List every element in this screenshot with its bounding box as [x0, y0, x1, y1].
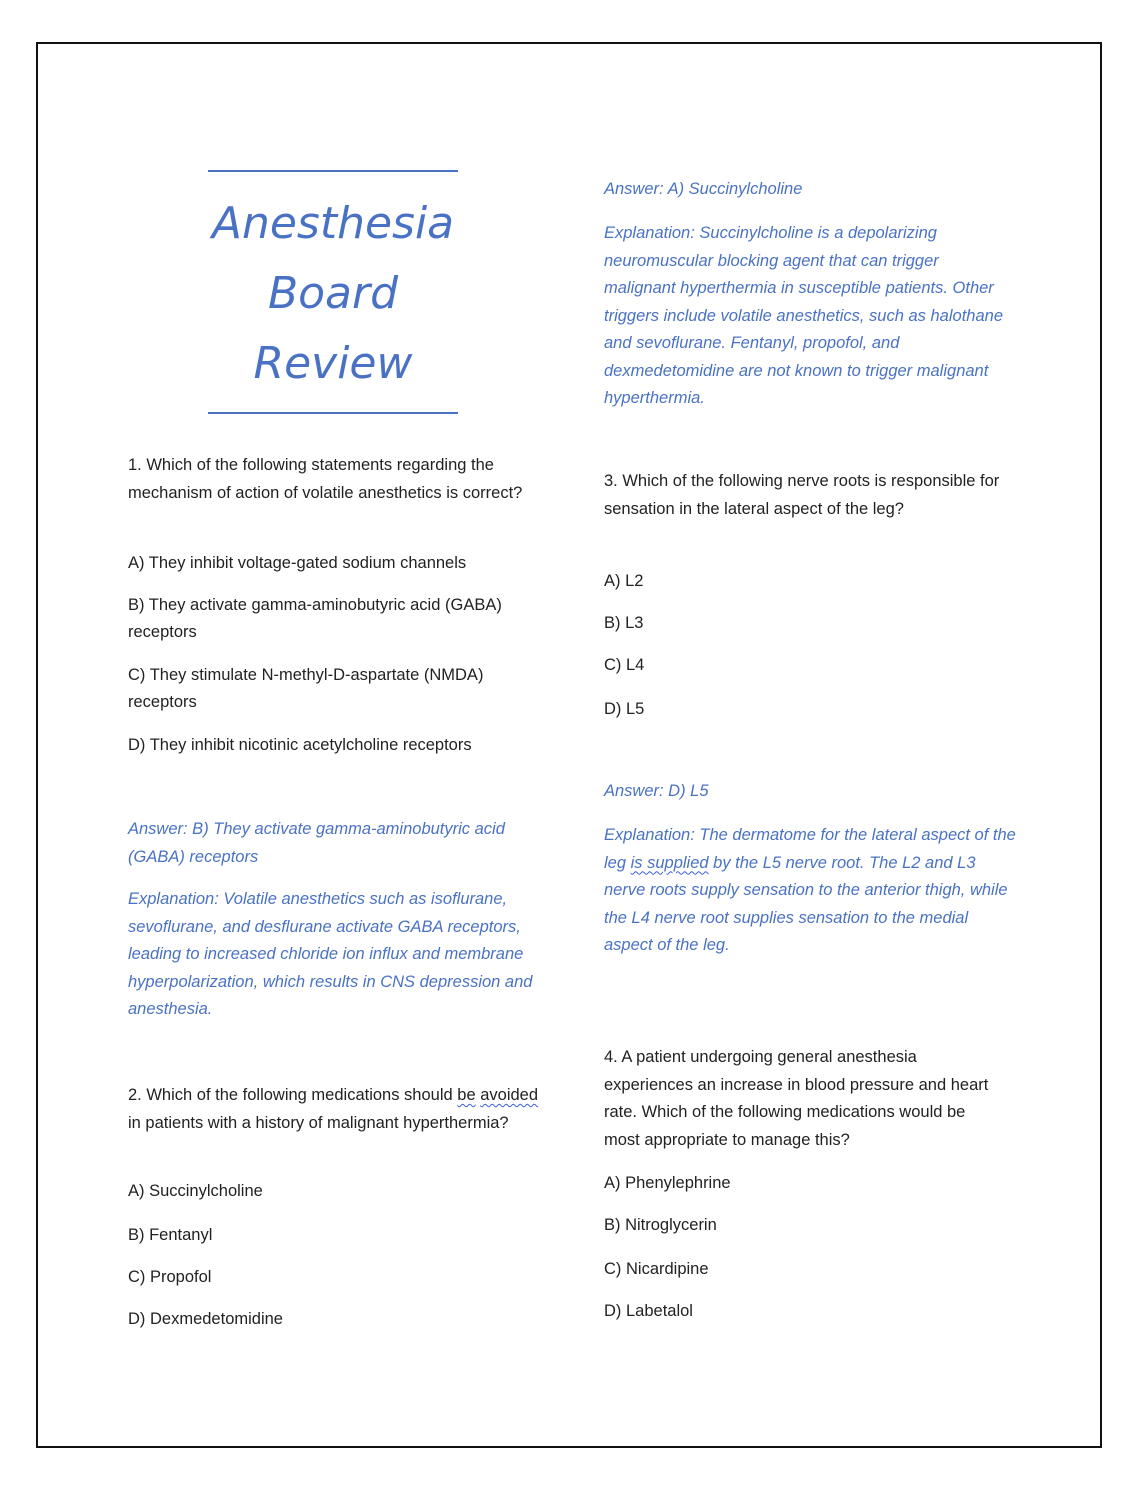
q2-answer: Answer: A) Succinylcholine: [604, 180, 803, 198]
q1-option-a: A) They inhibit voltage-gated sodium channels: [128, 554, 467, 572]
page-title-line-2: Board: [267, 268, 399, 319]
q3-explanation: [604, 822, 1019, 960]
question-3: 3. Which of the following nerve roots is responsible for sensation in the lateral aspect of the leg?: [604, 472, 1000, 518]
q4-option-b: B) Nitroglycerin: [604, 1216, 717, 1234]
q2-flagged-word-be: be: [457, 1086, 476, 1104]
q4-option-c: C) Nicardipine: [604, 1260, 709, 1278]
title-bottom-rule: [208, 412, 458, 414]
q4-option-d: D) Labetalol: [604, 1302, 693, 1320]
q2-text-pre: 2. Which of the following medications should: [128, 1086, 458, 1104]
q3-option-d: D) L5: [604, 700, 645, 718]
q2-option-b: B) Fentanyl: [128, 1226, 213, 1244]
q2-text-post: in patients with a history of malignant hyperthermia?: [128, 1113, 509, 1132]
q3-option-a: A) L2: [604, 572, 644, 590]
question-2: [128, 1082, 553, 1137]
q1-option-b: B) They activate gamma-aminobutyric acid (GABA) receptors: [128, 596, 502, 641]
q3-explanation-post: by the L5 nerve root. The L2 and L3 nerve roots supply sensation to the anterior thigh, while the L4 nerve root supplies sensation to the medial aspect of the leg.: [604, 853, 1008, 954]
question-4: 4. A patient undergoing general anesthesia experiences an increase in blood pressure and heart rate. Which of the following medications would be most appropriate to manage this?: [604, 1048, 989, 1149]
q2-option-a: A) Succinylcholine: [128, 1182, 263, 1200]
q2-flagged-word-avoided: avoided: [480, 1086, 539, 1104]
question-1: 1. Which of the following statements regarding the mechanism of action of volatile anesthetics is correct?: [128, 456, 523, 502]
page-title-line-1: Anesthesia: [211, 198, 455, 249]
page-title-line-3: Review: [253, 338, 413, 389]
q1-option-d: D) They inhibit nicotinic acetylcholine receptors: [128, 736, 472, 754]
q2-option-c: C) Propofol: [128, 1268, 212, 1286]
title-top-rule: [208, 170, 458, 172]
q3-flagged-phrase: is supplied: [630, 853, 709, 872]
q3-explanation-pre: Explanation: The dermatome for the lateral aspect of the leg: [604, 826, 1016, 872]
document-page: [36, 42, 1102, 1448]
q1-answer: Answer: B) They activate gamma-aminobutyric acid (GABA) receptors: [128, 820, 505, 866]
q1-explanation: Explanation: Volatile anesthetics such as isoflurane, sevoflurane, and desflurane activate GABA receptors, leading to increased chloride ion influx and membrane hyperpolarization, which results in CNS depression and anesthesia.: [128, 890, 533, 1018]
q1-option-c: C) They stimulate N-methyl-D-aspartate (NMDA) receptors: [128, 666, 484, 711]
q2-option-d: D) Dexmedetomidine: [128, 1310, 283, 1328]
q3-answer: Answer: D) L5: [604, 782, 709, 800]
q4-option-a: A) Phenylephrine: [604, 1174, 731, 1192]
q3-option-b: B) L3: [604, 614, 644, 632]
q3-option-c: C) L4: [604, 656, 645, 674]
q2-explanation: Explanation: Succinylcholine is a depolarizing neuromuscular blocking agent that can trigger malignant hyperthermia in susceptible patients. Other triggers include volatile anesthetics, such as halothane and sevoflurane. Fentanyl, propofol, and dexmedetomidine are not known to trigger malignant hyperthermia.: [604, 224, 1003, 407]
